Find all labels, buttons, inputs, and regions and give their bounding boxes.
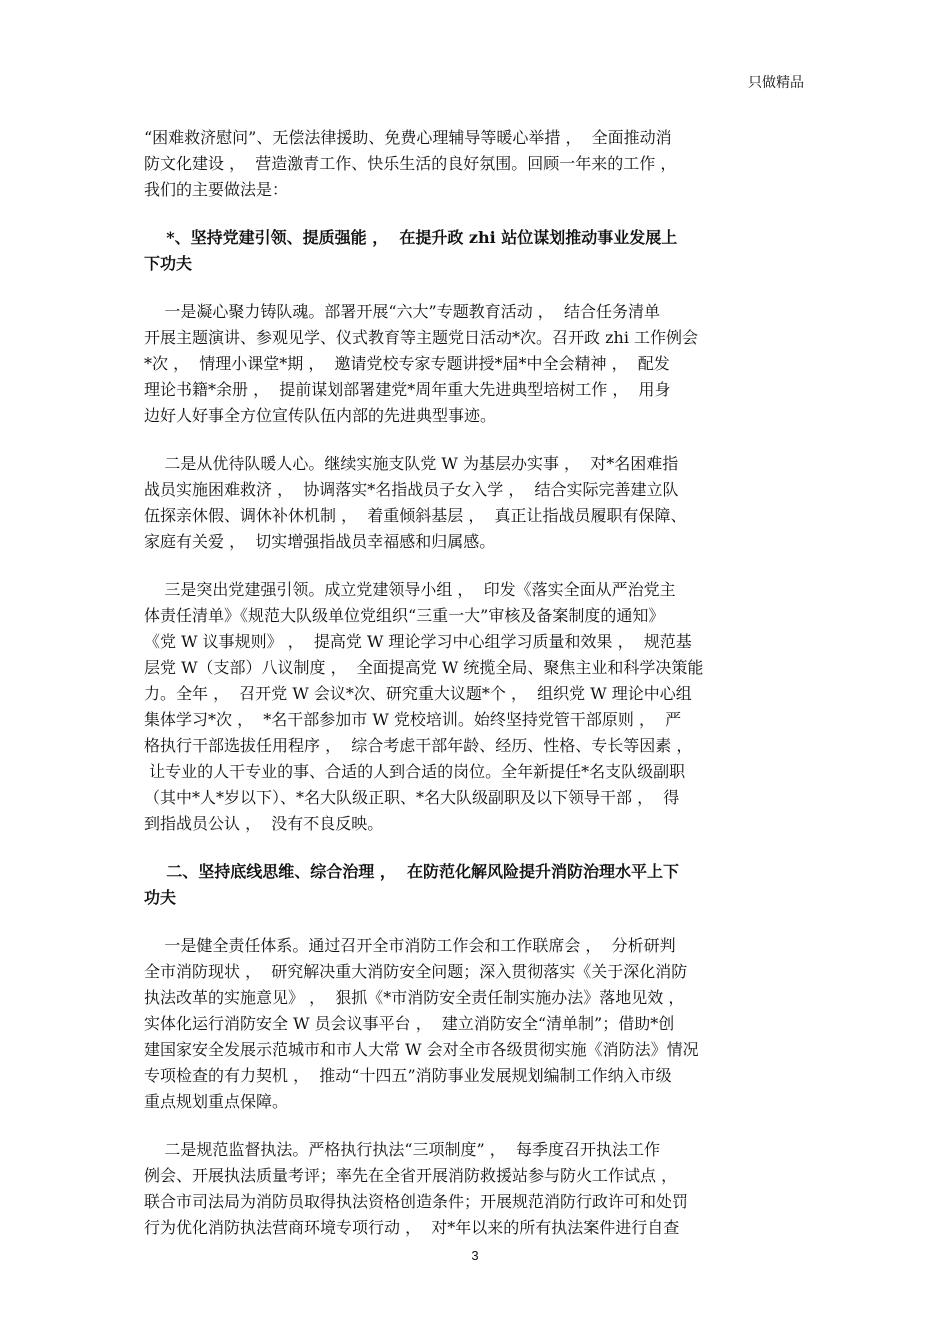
text-line: 格执行干部选拔任用程序 ， 综合考虑干部年龄、经历、性格、专长等因素 ，	[144, 736, 693, 755]
paragraph	[144, 299, 806, 429]
text-line: 体责任清单》《规范大队级单位党组织“三重一大”审核及备案制度的通知》	[144, 606, 665, 625]
section-heading	[144, 859, 806, 911]
paragraph-gap	[144, 429, 806, 451]
text-line: 防文化建设 ， 营造激青工作、快乐生活的良好氛围。回顾一年来的工作 ，	[144, 154, 677, 173]
text-line: 实体化运行消防安全 W 员会议事平台 ， 建立消防安全“清单制”；借助*创	[144, 1014, 675, 1033]
text-line: 《党 W 议事规则》 ， 提高党 W 理论学习中心组学习质量和效果 ， 规范基	[144, 632, 692, 651]
text-line: 我们的主要做法是：	[144, 180, 289, 199]
text-line: 二是规范监督执法。严格执行执法“三项制度” ， 每季度召开执法工作	[144, 1140, 660, 1159]
paragraph-gap	[144, 837, 806, 859]
text-line: 联合市司法局为消防员取得执法资格创造条件；开展规范消防行政许可和处罚	[144, 1192, 689, 1211]
text-line: （其中*人*岁以下）、*名大队级正职、*名大队级副职及以下领导干部 ， 得	[144, 788, 680, 807]
text-line: 一是凝心聚力铸队魂。部署开展“六大”专题教育活动 ， 结合任务清单	[144, 302, 660, 321]
paragraph-gap	[144, 203, 806, 225]
paragraph-gap	[144, 1115, 806, 1137]
text-line: 战员实施困难救济 ， 协调落实*名指战员子女入学 ， 结合实际完善建立队	[144, 480, 679, 499]
text-line: 下功夫	[144, 254, 193, 273]
paragraph-gap	[144, 555, 806, 577]
text-line: 集体学习*次 ， *名干部参加市 W 党校培训。始终坚持党管干部原则 ， 严	[144, 710, 682, 729]
text-line: 开展主题演讲、参观见学、仪式教育等主题党日活动*次。召开政 zhi 工作例会	[144, 328, 699, 347]
text-line: 二、坚持底线思维、综合治理 ， 在防范化解风险提升消防治理水平上下	[144, 862, 679, 881]
text-line: 三是突出党建强引领。成立党建领导小组 ， 印发《落实全面从严治党主	[144, 580, 676, 599]
text-line: 全市消防现状 ， 研究解决重大消防安全问题；深入贯彻落实《关于深化消防	[144, 962, 688, 981]
paragraph	[144, 1137, 806, 1241]
paragraph-gap	[144, 277, 806, 299]
text-line: 到指战员公认 ， 没有不良反映。	[144, 814, 384, 833]
text-line: 重点规划重点保障。	[144, 1092, 289, 1111]
text-line: *次 ， 情理小课堂*期 ， 邀请党校专家专题讲授*届*中全会精神 ， 配发	[144, 354, 670, 373]
text-line: 二是从优待队暖人心。继续实施支队党 W 为基层办实事 ， 对*名困难指	[144, 454, 679, 473]
text-line: 一是健全责任体系。通过召开全市消防工作会和工作联席会 ， 分析研判	[144, 936, 676, 955]
text-line: 行为优化消防执法营商环境专项行动 ， 对*年以来的所有执法案件进行自查	[144, 1218, 680, 1237]
paragraph-gap	[144, 911, 806, 933]
text-line: 建国家安全发展示范城市和市人大常 W 会对全市各级贯彻实施《消防法》情况	[144, 1040, 699, 1059]
text-line: 例会、开展执法质量考评；率先在全省开展消防救援站参与防火工作试点 ，	[144, 1166, 678, 1185]
paragraph	[144, 451, 806, 555]
text-line: 执法改革的实施意见》 ， 狠抓《*市消防安全责任制实施办法》落地见效 ，	[144, 988, 685, 1007]
paragraph	[144, 933, 806, 1115]
section-heading	[144, 225, 806, 277]
text-line: “困难救济慰问”、无偿法律援助、免费心理辅导等暖心举措 ， 全面推动消	[144, 128, 672, 147]
page-number: 3	[471, 1248, 479, 1263]
text-line: 力。全年 ， 召开党 W 会议*次、研究重大议题*个 ， 组织党 W 理论中心组	[144, 684, 692, 703]
page-header-tag: 只做精品	[748, 75, 804, 91]
text-line: 家庭有关爱 ， 切实增强指战员幸福感和归属感。	[144, 532, 496, 551]
paragraph	[144, 125, 806, 203]
text-line: 理论书籍*余册 ， 提前谋划部署建党*周年重大先进典型培树工作 ， 用身	[144, 380, 671, 399]
document-body	[144, 125, 806, 1241]
paragraph	[144, 577, 806, 837]
text-line: 功夫	[144, 888, 177, 907]
text-line: 专项检查的有力契机 ， 推动“十四五”消防事业发展规划编制工作纳入市级	[144, 1066, 672, 1085]
text-line: 伍探亲休假、调休补休机制 ， 着重倾斜基层 ， 真正让指战员履职有保障、	[144, 506, 687, 525]
text-line: 层党 W（支部）八议制度 ， 全面提高党 W 统揽全局、聚焦主业和科学决策能	[144, 658, 704, 677]
text-line: 让专业的人干专业的事、合适的人到合适的岗位。全年新提任*名支队级副职	[144, 762, 686, 781]
text-line: *、坚持党建引领、提质强能 ， 在提升政 zhi 站位谋划推动事业发展上	[144, 228, 678, 247]
text-line: 边好人好事全方位宣传队伍内部的先进典型事迹。	[144, 406, 497, 425]
